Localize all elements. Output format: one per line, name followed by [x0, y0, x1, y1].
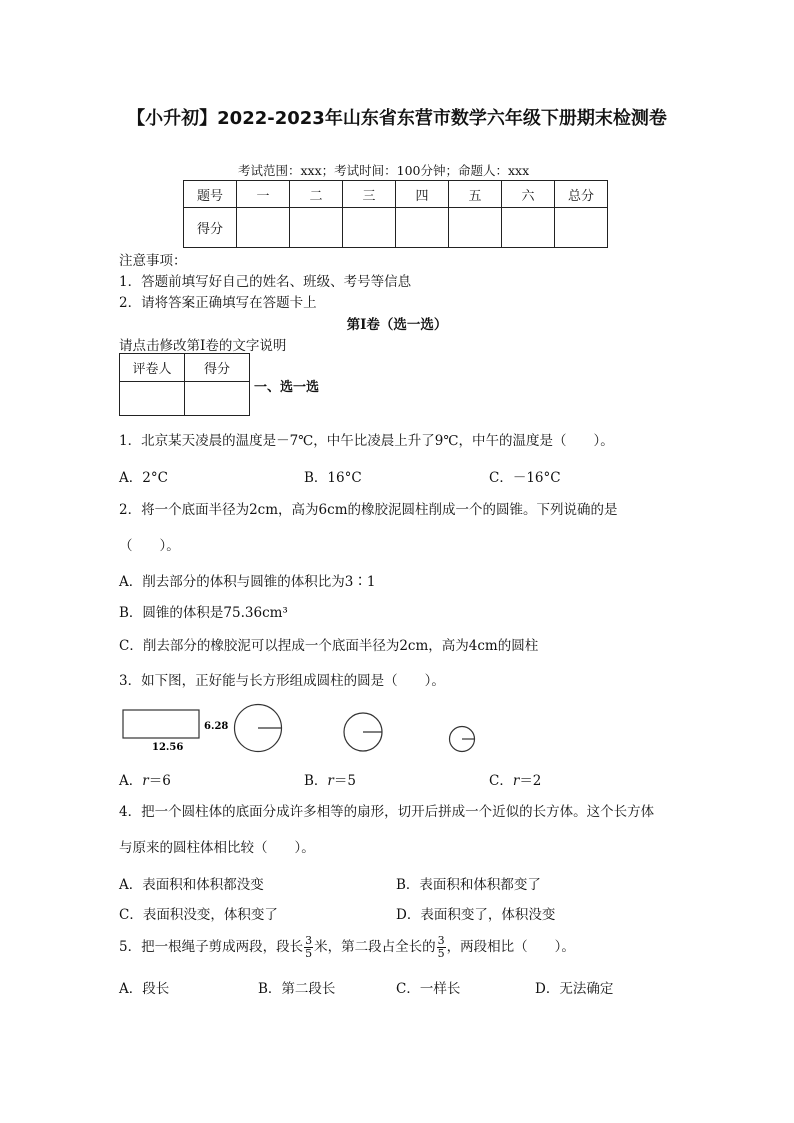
q2-option-a[interactable]: A．削去部分的体积与圆锥的体积比为3∶1: [119, 574, 376, 590]
q5-text-part: ，两段相比（ ）。: [446, 939, 575, 955]
q5-option-a[interactable]: A．段长: [119, 981, 170, 997]
part-note[interactable]: 请点击修改第I卷的文字说明: [119, 338, 287, 354]
fraction: [304, 935, 313, 960]
notice-item: 1．答题前填写好自己的姓名、班级、考号等信息: [119, 274, 412, 290]
fraction-denominator: 5: [305, 947, 313, 960]
fraction: [437, 935, 446, 960]
option-value: ＝5: [333, 773, 356, 789]
q4-option-a[interactable]: A．表面积和体积都没变: [119, 877, 264, 893]
radius-variable: r: [142, 773, 149, 789]
score-header-cell: 六: [502, 181, 555, 208]
part-title: 第Ⅰ卷（选一选）: [346, 317, 448, 333]
score-cell[interactable]: [555, 208, 608, 248]
question-3-text: 3．如下图，正好能与长方形组成圆柱的圆是（ ）。: [119, 673, 445, 689]
option-letter: C．: [489, 773, 513, 789]
q1-option-c[interactable]: C．－16°C: [489, 470, 561, 486]
score-row-label: 得分: [184, 208, 237, 248]
exam-info: 考试范围：xxx；考试时间：100分钟；命题人：xxx: [238, 163, 530, 178]
grader-score-label: 得分: [185, 354, 250, 382]
rect-bottom-label: 12.56: [152, 742, 184, 753]
page-title: 【小升初】2022-2023年山东省东营市数学六年级下册期末检测卷: [127, 108, 667, 129]
grader-cell[interactable]: [120, 382, 185, 416]
radius-variable: r: [512, 773, 520, 789]
question-4-text: 4．把一个圆柱体的底面分成许多相等的扇形，切开后拼成一个近似的长方体。这个长方体: [119, 804, 655, 820]
fraction-denominator: 5: [437, 947, 445, 960]
q3-option-a[interactable]: [119, 769, 171, 789]
option-letter: B．: [304, 773, 328, 789]
q4-option-c[interactable]: C．表面积没变，体积变了: [119, 907, 278, 923]
q5-option-c[interactable]: C．一样长: [396, 981, 461, 997]
section-title: 一、选一选: [254, 380, 320, 395]
radius-variable: r: [327, 773, 334, 789]
fraction-numerator: 3: [437, 934, 445, 947]
grader-score-cell[interactable]: [185, 382, 250, 416]
question-4-text-cont: 与原来的圆柱体相比较（ ）。: [119, 840, 315, 856]
rect-side-label: 6.28: [204, 721, 229, 732]
rectangle-shape: [123, 710, 199, 738]
score-table: [183, 180, 608, 248]
score-header-cell: 五: [449, 181, 502, 208]
score-table-score-row: [184, 208, 608, 248]
q1-option-b[interactable]: B．16°C: [304, 470, 362, 486]
q3-figure: [115, 700, 495, 758]
question-5-text: [119, 932, 575, 962]
score-cell[interactable]: [502, 208, 555, 248]
question-1-text: 1．北京某天凌晨的温度是－7℃，中午比凌晨上升了9℃，中午的温度是（ ）。: [119, 433, 614, 449]
q4-option-d[interactable]: D．表面积变了，体积没变: [396, 907, 556, 923]
q1-option-a[interactable]: A．2°C: [119, 470, 168, 486]
score-cell[interactable]: [290, 208, 343, 248]
score-cell[interactable]: [343, 208, 396, 248]
grader-table: [119, 353, 250, 416]
grader-label: 评卷人: [120, 354, 185, 382]
score-header-cell: 总分: [555, 181, 608, 208]
score-header-cell: 题号: [184, 181, 237, 208]
q5-option-d[interactable]: D．无法确定: [535, 981, 614, 997]
score-table-header-row: [184, 181, 608, 208]
q5-text-part: 米，第二段占全长的: [314, 939, 436, 955]
q3-option-b[interactable]: [304, 769, 356, 789]
q3-option-c[interactable]: [489, 769, 541, 789]
q5-text-part: 5．把一根绳子剪成两段，段长: [119, 939, 304, 955]
q5-option-b[interactable]: B．第二段长: [258, 981, 336, 997]
option-value: ＝6: [148, 773, 171, 789]
score-cell[interactable]: [449, 208, 502, 248]
q2-option-c[interactable]: C．削去部分的橡胶泥可以捏成一个底面半径为2cm，高为4cm的圆柱: [119, 638, 539, 654]
fraction-numerator: 3: [305, 934, 313, 947]
notice-item: 2．请将答案正确填写在答题卡上: [119, 295, 317, 311]
q4-option-b[interactable]: B．表面积和体积都变了: [396, 877, 541, 893]
score-cell[interactable]: [237, 208, 290, 248]
q2-option-b[interactable]: B．圆锥的体积是75.36cm³: [119, 605, 288, 621]
score-cell[interactable]: [396, 208, 449, 248]
score-header-cell: 四: [396, 181, 449, 208]
score-header-cell: 三: [343, 181, 396, 208]
score-header-cell: 一: [237, 181, 290, 208]
option-value: ＝2: [519, 773, 542, 789]
notice-heading: 注意事项：: [119, 253, 187, 269]
score-header-cell: 二: [290, 181, 343, 208]
option-letter: A．: [119, 773, 143, 789]
question-2-text-cont: （ ）。: [119, 538, 180, 554]
question-2-text: 2．将一个底面半径为2cm，高为6cm的橡胶泥圆柱削成一个的圆锥。下列说确的是: [119, 502, 618, 518]
